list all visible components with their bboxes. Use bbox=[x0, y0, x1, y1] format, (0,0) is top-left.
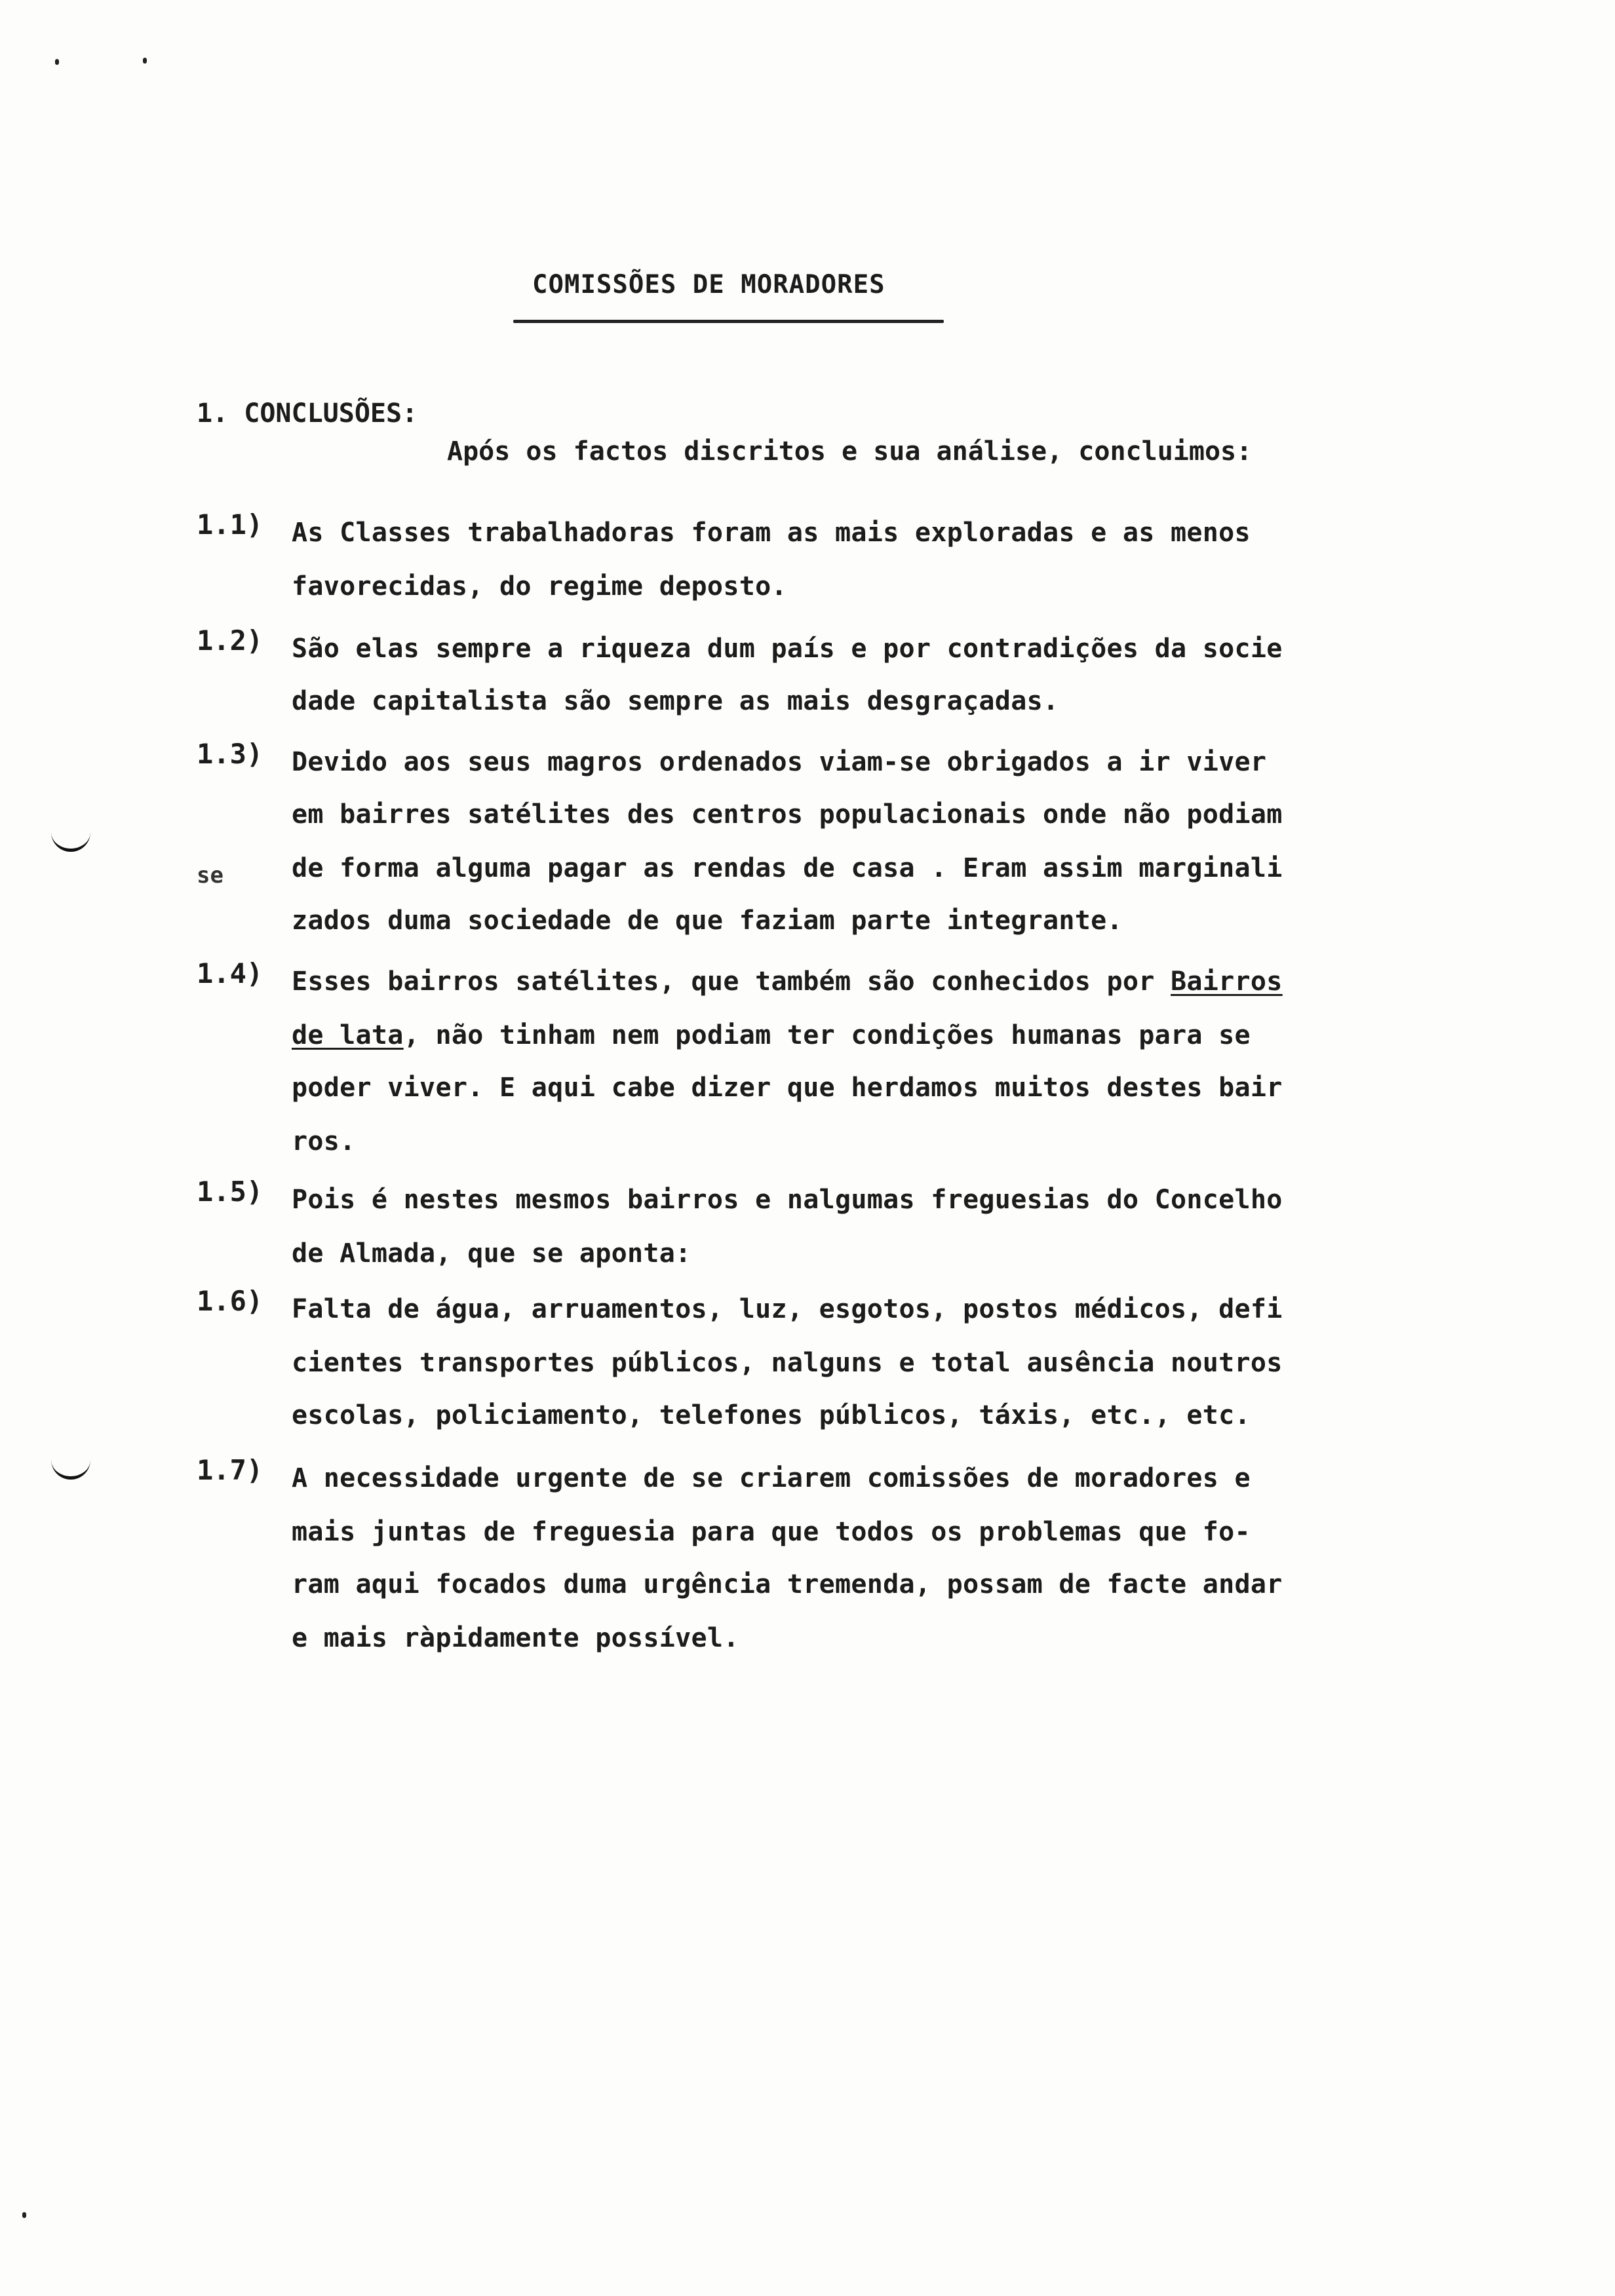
item-number: 1.7) bbox=[197, 1454, 263, 1486]
item-line: mais juntas de freguesia para que todos os problemas que fo- bbox=[292, 1517, 1251, 1547]
item-line: e mais ràpidamente possível. bbox=[292, 1623, 739, 1653]
item-number: 1.5) bbox=[197, 1176, 263, 1208]
punch-hole-mark bbox=[51, 829, 90, 852]
intro-sentence: Após os factos discritos e sua análise, concluimos: bbox=[447, 436, 1253, 467]
document-title: COMISSÕES DE MORADORES bbox=[532, 270, 885, 299]
item-line: de Almada, que se aponta: bbox=[292, 1238, 691, 1269]
section-heading: 1. CONCLUSÕES: bbox=[197, 398, 418, 429]
underlined-term: Bairros bbox=[1171, 966, 1283, 997]
item-number: 1.6) bbox=[197, 1285, 263, 1317]
item-line: de forma alguma pagar as rendas de casa . Eram assim marginali bbox=[292, 853, 1283, 883]
item-line: São elas sempre a riqueza dum país e por contradições da socie bbox=[292, 634, 1283, 664]
item-line: As Classes trabalhadoras foram as mais exploradas e as menos bbox=[292, 518, 1251, 548]
underlined-term: de lata bbox=[292, 1020, 404, 1050]
item-text: , não tinham nem podiam ter condições humanas para se bbox=[403, 1020, 1251, 1050]
item-line: Falta de água, arruamentos, luz, esgotos, postos médicos, defi bbox=[292, 1294, 1283, 1324]
scan-speck bbox=[143, 58, 147, 64]
item-line: escolas, policiamento, telefones públicos, táxis, etc., etc. bbox=[292, 1400, 1251, 1430]
item-line bbox=[292, 966, 1283, 997]
item-line bbox=[292, 1020, 1251, 1050]
item-number: 1.2) bbox=[197, 624, 263, 657]
item-line: dade capitalista são sempre as mais desgraçadas. bbox=[292, 686, 1059, 716]
item-text: Esses bairros satélites, que também são conhecidos por bbox=[292, 966, 1171, 997]
item-line: ram aqui focados duma urgência tremenda, possam de facte andar bbox=[292, 1569, 1283, 1599]
item-line: Devido aos seus magros ordenados viam-se obrigados a ir viver bbox=[292, 747, 1267, 777]
item-line: em bairres satélites des centros populacionais onde não podiam bbox=[292, 799, 1283, 830]
item-line: ros. bbox=[292, 1126, 356, 1157]
scan-speck bbox=[22, 2212, 26, 2218]
scan-speck bbox=[55, 59, 59, 65]
punch-hole-mark bbox=[51, 1457, 90, 1480]
item-line: favorecidas, do regime deposto. bbox=[292, 571, 787, 602]
item-number: 1.4) bbox=[197, 957, 263, 989]
item-line: cientes transportes públicos, nalguns e total ausência noutros bbox=[292, 1348, 1283, 1378]
item-number: 1.3) bbox=[197, 738, 263, 770]
item-line: Pois é nestes mesmos bairros e nalgumas freguesias do Concelho bbox=[292, 1185, 1283, 1215]
item-number: 1.1) bbox=[197, 508, 263, 541]
item-line: zados duma sociedade de que faziam parte integrante. bbox=[292, 906, 1123, 936]
margin-annotation: se bbox=[197, 862, 224, 889]
item-line: poder viver. E aqui cabe dizer que herdamos muitos destes bair bbox=[292, 1073, 1283, 1103]
title-underline bbox=[513, 320, 944, 323]
item-line: A necessidade urgente de se criarem comissões de moradores e bbox=[292, 1463, 1251, 1493]
